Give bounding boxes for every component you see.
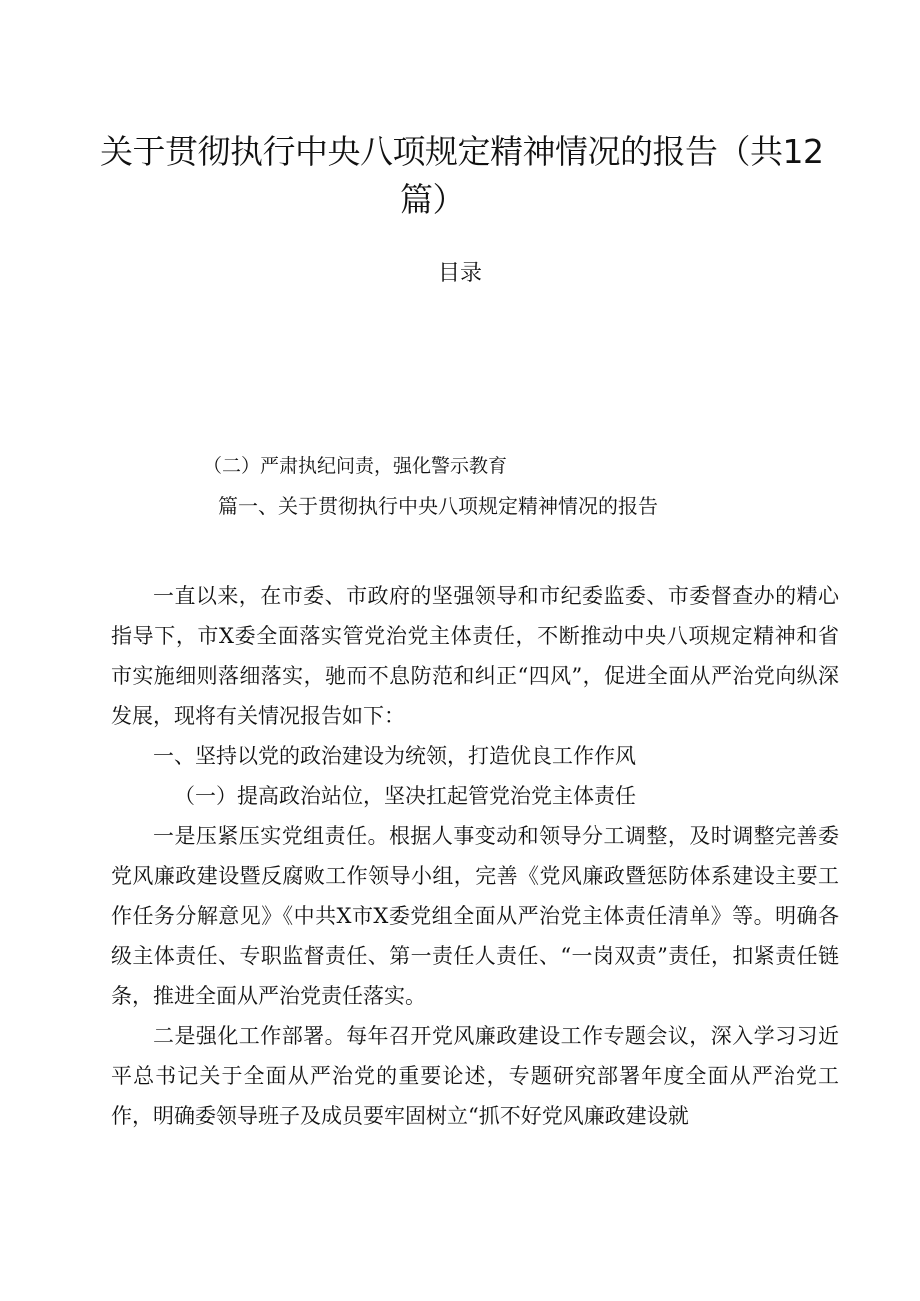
toc-entry: （二）严肃执纪问责，强化警示教育 xyxy=(203,455,508,477)
paragraph-point-2: 二是强化工作部署。每年召开党风廉政建设工作专题会议，深入学习习近平总书记关于全面从严治党的重要论述，专题研究部署年度全面从严治党工作，明确委领导班子及成员要牢固树立“抓不好党风廉政建设就 xyxy=(111,1024,839,1128)
paragraph-intro: 一直以来，在市委、市政府的坚强领导和市纪委监委、市委督查办的精心指导下，市X委全面落实管党治党主体责任，不断推动中央八项规定精神和省市实施细则落细落实，驰而不息防范和纠正“四风”，促进全面从严治党向纵深发展，现将有关情况报告如下： xyxy=(111,584,839,728)
paragraph-point-1: 一是压紧压实党组责任。根据人事变动和领导分工调整，及时调整完善委党风廉政建设暨反腐败工作领导小组，完善《党风廉政暨惩防体系建设主要工作任务分解意见》《中共X市X委党组全面从严治党主体责任清单》等。明确各级主体责任、专职监督责任、第一责任人责任、“一岗双责”责任，扣紧责任链条，推进全面从严治党责任落实。 xyxy=(111,824,839,1008)
document-title xyxy=(100,128,830,224)
subsection-heading-1: （一）提高政治站位，坚决扛起管党治党主体责任 xyxy=(174,784,636,808)
body-text xyxy=(111,576,839,1136)
chapter-heading: 篇一、关于贯彻执行中央八项规定精神情况的报告 xyxy=(218,494,658,518)
toc-heading: 目录 xyxy=(437,261,482,286)
title-line-1: 关于贯彻执行中央八项规定精神情况的报告（共12 xyxy=(100,132,824,171)
title-line-2: 篇） xyxy=(400,180,465,219)
section-heading-1: 一、坚持以党的政治建设为统领，打造优良工作作风 xyxy=(153,744,636,768)
